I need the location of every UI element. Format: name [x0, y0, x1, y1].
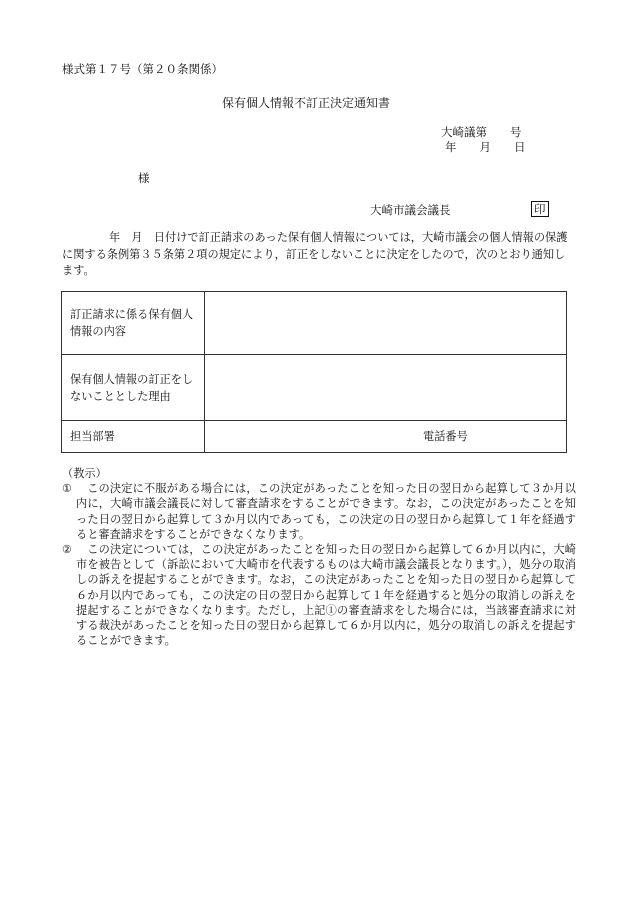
document-title: 保有個人情報不訂正決定通知書 [222, 96, 391, 110]
notes-heading: （教示） [62, 467, 107, 480]
row-value-department [205, 421, 567, 453]
row-label-department: 担当部署 [62, 421, 205, 453]
row-value-reason [205, 355, 567, 421]
note-item [62, 542, 576, 648]
row-label-reason: 保有個人情報の訂正をしないこととした理由 [62, 355, 205, 421]
note-item [62, 481, 576, 542]
document-number: 大崎議第 号 [441, 125, 522, 139]
note-text: この決定に不服がある場合には，この決定があったことを知った日の翌日から起算して３か月以内に，大崎市議会議長に対して審査請求をすることができます。なお，この決定があったことを知った日の翌日から起算して３か月以内であっても，この決定の日の翌日から起算して１年を経過すると審査請求をすることができなくなります。 [76, 482, 576, 541]
form-id: 様式第１７号（第２０条関係） [62, 62, 223, 76]
addressee-suffix: 様 [138, 171, 150, 185]
table-row [62, 421, 567, 453]
phone-label: 電話番号 [423, 430, 468, 443]
note-text: この決定については，この決定があったことを知った日の翌日から起算して６か月以内に，大崎市を被告として（訴訟において大崎市を代表するものは大崎市議会議長となります。），処分の取消しの訴えを提起することができます。なお，この決定があったことを知った日の翌日から起算して６か月以内であっても，この決定の日の翌日から起算して１年を経過すると処分の取消しの訴えを提起することができなくなります。ただし，上記①の審査請求をした場合には，当該審査請求に対する裁決があったことを知った日の翌日から起算して６か月以内に，処分の取消しの訴えを提起することができます。 [76, 543, 576, 648]
row-value-content [205, 292, 567, 355]
note-number: ② [62, 543, 73, 557]
seal-mark: 印 [531, 201, 549, 217]
table-row [62, 292, 567, 355]
note-number: ① [62, 482, 73, 496]
table-row [62, 355, 567, 421]
detail-table [61, 291, 567, 453]
row-label-content: 訂正請求に係る保有個人情報の内容 [62, 292, 205, 355]
body-text: 年 月 日付けで訂正請求のあった保有個人情報については，大崎市議会の個人情報の保護に関する条例第３５条第２項の規定により，訂正をしないことに決定をしたので，次のとおり通知します。 [62, 231, 568, 277]
document-date: 年 月 日 [445, 140, 526, 154]
seal-box [531, 201, 549, 218]
notes-section [62, 466, 576, 648]
issuer-name: 大崎市議会議長 [370, 203, 451, 217]
